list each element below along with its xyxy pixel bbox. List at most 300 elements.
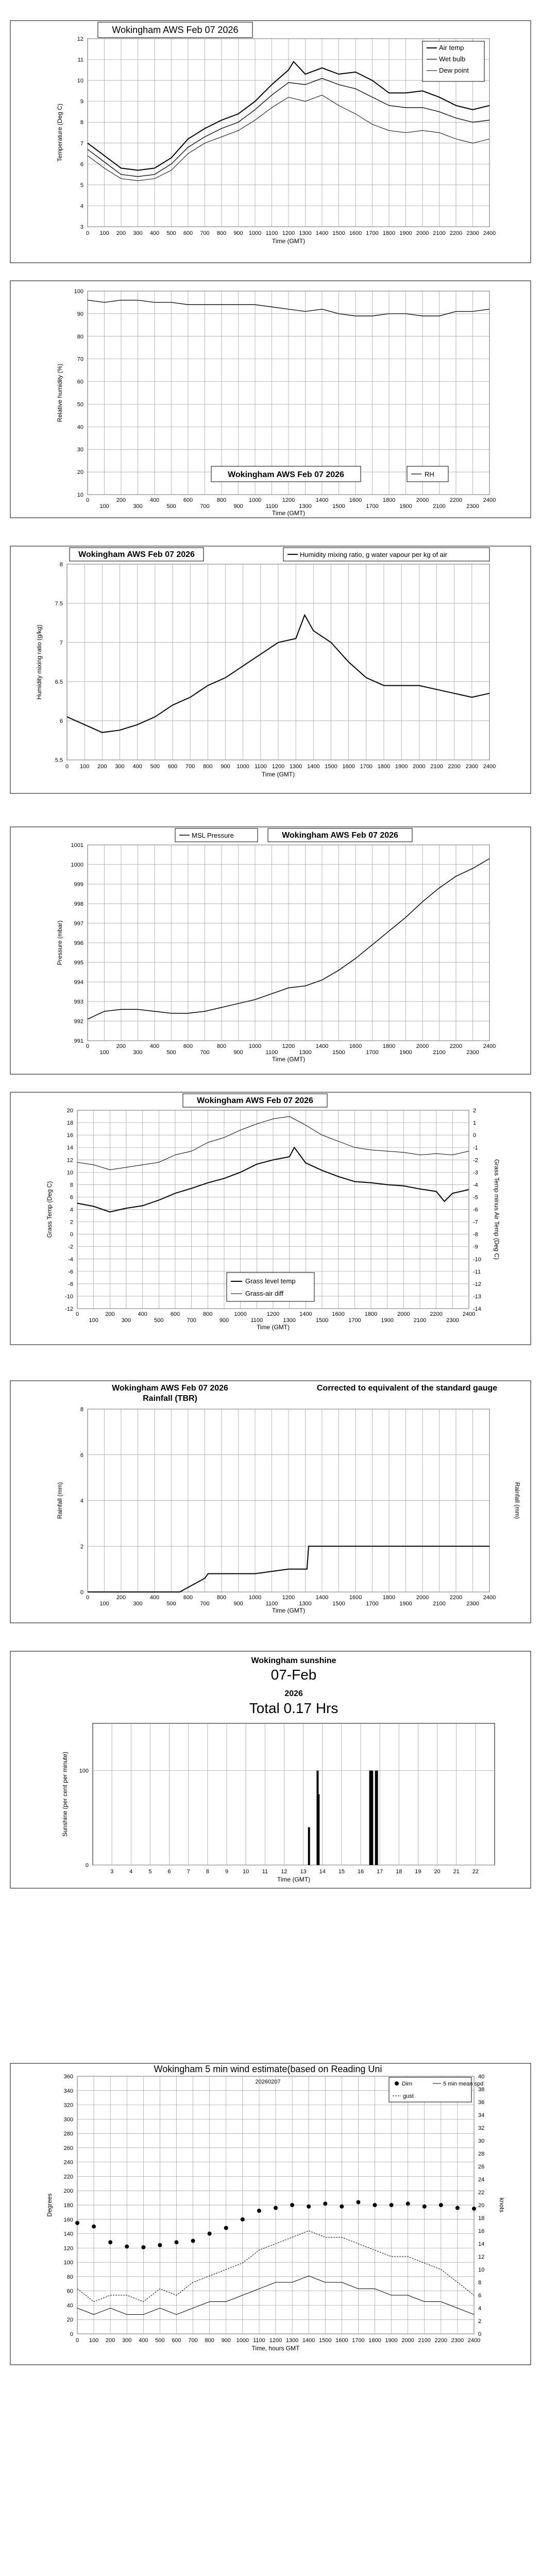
x-tick-label: 2300: [466, 1601, 479, 1607]
wind-direction-point: [340, 2205, 344, 2209]
y2-tick-label: 26: [478, 2164, 485, 2170]
x-tick-label: 1100: [250, 1317, 263, 1324]
x-tick-label: 1000: [248, 497, 262, 503]
chart-title: Wokingham AWS Feb 07 2026: [112, 25, 239, 35]
y2-tick-label: 10: [478, 2267, 485, 2273]
x-tick-label: 300: [122, 2337, 132, 2344]
y-tick-label: 7: [59, 640, 63, 646]
x-tick-label: 2400: [483, 764, 496, 770]
x-tick-label: 1500: [332, 230, 345, 236]
x-tick-label: 2300: [465, 764, 479, 770]
sunshine-chart-svg: [0, 1649, 541, 1891]
x-tick-label: 700: [187, 1317, 196, 1324]
y-tick-label: 993: [74, 999, 83, 1005]
x-tick-label: 1100: [265, 1601, 278, 1607]
x-tick-label: 1500: [319, 2337, 332, 2344]
x-tick-label: 1800: [377, 764, 391, 770]
y2-axis-label: Rainfall (mm): [514, 1482, 521, 1519]
chart-subtitle: 20260207: [255, 2079, 281, 2085]
y2-tick-label: 16: [478, 2228, 485, 2234]
x-tick-label: 1100: [255, 764, 267, 770]
grass-temp-chart: [0, 1090, 541, 1347]
y-tick-label: 100: [74, 289, 83, 295]
y2-tick-label: 8: [478, 2280, 482, 2286]
legend-swatch: [395, 2081, 399, 2086]
x-tick-label: 5: [148, 1869, 152, 1875]
x-tick-label: 2100: [413, 1317, 427, 1324]
x-tick-label: 1400: [302, 2337, 315, 2344]
plot-area: [93, 1723, 495, 1865]
x-tick-label: 1300: [299, 230, 312, 236]
y-tick-label: 100: [63, 2260, 73, 2266]
y-tick-label: 9: [80, 98, 83, 105]
x-tick-label: 2000: [416, 1043, 429, 1049]
x-tick-label: 1400: [315, 1595, 329, 1601]
x-tick-label: 200: [116, 1595, 126, 1601]
y2-axis-label: knots: [498, 2197, 505, 2213]
y2-tick-label: 32: [478, 2125, 485, 2131]
x-tick-label: 16: [357, 1869, 364, 1875]
x-tick-label: 1400: [315, 1043, 329, 1049]
x-tick-label: 1600: [349, 1043, 362, 1049]
wind-direction-point: [439, 2203, 443, 2207]
x-tick-label: 600: [170, 1311, 180, 1317]
y-tick-label: 10: [66, 1170, 73, 1176]
y-tick-label: 2: [80, 1544, 83, 1550]
legend-label: RH: [425, 470, 434, 478]
x-tick-label: 300: [133, 1601, 143, 1607]
y-tick-label: -8: [68, 1281, 73, 1287]
x-tick-label: 1400: [315, 230, 329, 236]
x-tick-label: 1000: [236, 764, 249, 770]
x-tick-label: 1200: [282, 1043, 295, 1049]
wind-chart: [0, 2061, 541, 2370]
x-tick-label: 600: [183, 497, 193, 503]
y-tick-label: 11: [77, 57, 83, 63]
x-tick-label: 3: [110, 1869, 114, 1875]
x-tick-label: 2000: [416, 230, 429, 236]
x-tick-label: 8: [206, 1869, 209, 1875]
x-tick-label: 1900: [399, 1601, 412, 1607]
wind-direction-point: [390, 2203, 394, 2207]
x-tick-label: 1000: [236, 2337, 249, 2344]
y-tick-label: 340: [63, 2088, 73, 2094]
x-tick-label: 15: [338, 1869, 345, 1875]
wind-direction-point: [257, 2209, 261, 2213]
x-tick-label: 800: [216, 497, 227, 503]
y-tick-label: 996: [74, 940, 83, 946]
x-tick-label: 0: [86, 1043, 90, 1049]
y-tick-label: 10: [77, 78, 83, 84]
y2-tick-label: 40: [478, 2074, 485, 2080]
y-tick-label: 991: [74, 1038, 83, 1044]
y2-tick-label: -9: [473, 1244, 478, 1250]
x-tick-label: 1200: [269, 2337, 282, 2344]
x-tick-label: 200: [97, 764, 107, 770]
y2-tick-label: 24: [478, 2177, 485, 2183]
y-tick-label: 3: [80, 224, 83, 230]
x-tick-label: 200: [105, 1311, 115, 1317]
y-axis-label: Pressure (mbar): [56, 920, 63, 965]
x-tick-label: 800: [203, 1311, 213, 1317]
y-tick-label: 0: [80, 1589, 83, 1596]
x-tick-label: 1200: [282, 497, 295, 503]
x-axis-label: Time (GMT): [277, 1876, 311, 1883]
y-tick-label: 6: [59, 718, 63, 724]
y2-tick-label: 34: [478, 2112, 485, 2119]
x-tick-label: 1700: [348, 1317, 361, 1324]
x-tick-label: 0: [86, 497, 90, 503]
x-axis-label: Time (GMT): [256, 1324, 290, 1331]
y-tick-label: 5.5: [55, 757, 63, 764]
x-axis-label: Time, hours GMT: [251, 2345, 300, 2352]
y-tick-label: 8: [70, 1182, 73, 1189]
x-tick-label: 0: [65, 764, 69, 770]
x-tick-label: 1000: [248, 230, 262, 236]
x-tick-label: 2400: [483, 1043, 496, 1049]
x-tick-label: 2200: [448, 764, 461, 770]
y2-tick-label: 38: [478, 2087, 485, 2093]
y2-tick-label: 2: [473, 1108, 477, 1114]
wind-direction-point: [356, 2200, 360, 2204]
x-tick-label: 1900: [395, 764, 408, 770]
x-tick-label: 1500: [332, 1601, 345, 1607]
chart-title: Wokingham AWS Feb 07 2026: [282, 831, 398, 840]
x-tick-label: 400: [138, 1311, 147, 1317]
y-tick-label: 7.5: [55, 601, 63, 607]
y-tick-label: 40: [77, 424, 83, 431]
x-tick-label: 1600: [349, 1595, 362, 1601]
y-tick-label: 30: [77, 447, 83, 453]
x-tick-label: 1000: [248, 1595, 262, 1601]
y-tick-label: 70: [77, 356, 83, 363]
x-tick-label: 1300: [283, 1317, 296, 1324]
x-tick-label: 700: [200, 1049, 210, 1056]
x-axis-label: Time (GMT): [272, 238, 306, 245]
sunshine-chart: [0, 1649, 541, 1891]
y-tick-label: 20: [66, 1108, 73, 1114]
y-tick-label: 240: [63, 2159, 73, 2166]
legend-label: Wet bulb: [439, 55, 466, 63]
x-tick-label: 1400: [315, 497, 329, 503]
x-tick-label: 300: [133, 1049, 143, 1056]
y2-tick-label: 28: [478, 2151, 485, 2157]
y-tick-label: 995: [74, 960, 83, 966]
x-tick-label: 0: [75, 2337, 79, 2344]
x-tick-label: 2100: [433, 230, 446, 236]
y-tick-label: 0: [70, 1231, 73, 1238]
temperature-chart-svg: [0, 18, 541, 265]
wind-direction-point: [158, 2243, 162, 2247]
x-tick-label: 100: [89, 1317, 98, 1324]
x-tick-label: 300: [121, 1317, 131, 1324]
legend-label: gust: [403, 2093, 414, 2099]
x-tick-label: 2100: [418, 2337, 431, 2344]
y-tick-label: 12: [66, 1157, 73, 1164]
x-tick-label: 500: [166, 230, 176, 236]
wind-direction-point: [422, 2205, 427, 2209]
x-tick-label: 200: [116, 230, 126, 236]
x-tick-label: 600: [183, 1595, 193, 1601]
y2-tick-label: 0: [473, 1132, 477, 1139]
x-tick-label: 1100: [253, 2337, 265, 2344]
x-tick-label: 1800: [364, 1311, 378, 1317]
y-tick-label: 80: [66, 2274, 73, 2280]
y-axis-label: Degrees: [46, 2193, 53, 2217]
x-tick-label: 100: [79, 764, 90, 770]
wind-direction-point: [323, 2201, 327, 2206]
x-tick-label: 13: [300, 1869, 307, 1875]
wind-direction-point: [108, 2240, 112, 2244]
y2-tick-label: -14: [473, 1306, 481, 1312]
x-tick-label: 2200: [449, 497, 463, 503]
x-tick-label: 1900: [385, 2337, 398, 2344]
y-tick-label: 300: [63, 2116, 73, 2123]
x-tick-label: 7: [187, 1869, 190, 1875]
y-tick-label: 0: [85, 1862, 89, 1869]
y-tick-label: 160: [63, 2216, 73, 2223]
y2-tick-label: 12: [478, 2254, 485, 2260]
y-tick-label: -12: [65, 1306, 73, 1312]
wind-direction-point: [241, 2217, 245, 2222]
x-tick-label: 12: [281, 1869, 288, 1875]
legend-label: Grass-air diff: [245, 1290, 284, 1297]
y-tick-label: 40: [66, 2302, 73, 2309]
y-tick-label: 14: [66, 1145, 73, 1151]
wind-direction-point: [191, 2239, 195, 2243]
x-tick-label: 100: [99, 1601, 109, 1607]
y2-tick-label: -7: [473, 1219, 478, 1226]
x-tick-label: 300: [133, 503, 143, 510]
x-tick-label: 2400: [467, 2337, 481, 2344]
legend-label: Air temp: [439, 44, 464, 52]
x-tick-label: 1500: [332, 503, 345, 510]
x-tick-label: 18: [396, 1869, 402, 1875]
legend-label: Humidity mixing ratio, g water vapour per kg of air: [300, 551, 448, 558]
y-tick-label: -6: [68, 1268, 73, 1275]
x-tick-label: 400: [149, 1595, 160, 1601]
x-tick-label: 2000: [401, 2337, 414, 2344]
y-tick-label: 6: [80, 161, 83, 168]
chart-total: Total 0.17 Hrs: [249, 1700, 339, 1716]
x-tick-label: 800: [205, 2337, 214, 2344]
y2-tick-label: -2: [473, 1157, 478, 1164]
y-tick-label: 260: [63, 2145, 73, 2151]
x-tick-label: 1200: [282, 1595, 295, 1601]
y2-tick-label: 20: [478, 2202, 485, 2209]
y-axis-label: Rainfall (mm): [56, 1482, 63, 1519]
x-tick-label: 100: [99, 1049, 109, 1056]
x-tick-label: 500: [166, 1049, 176, 1056]
x-tick-label: 1500: [332, 1049, 345, 1056]
x-tick-label: 2200: [449, 230, 463, 236]
x-tick-label: 2100: [433, 1049, 446, 1056]
x-tick-label: 1800: [382, 230, 396, 236]
sunshine-bar: [376, 1771, 378, 1865]
wind-direction-point: [290, 2203, 294, 2207]
y-tick-label: 60: [77, 379, 83, 385]
x-tick-label: 900: [233, 1601, 243, 1607]
pressure-chart: [0, 824, 541, 1077]
x-axis-label: Time (GMT): [272, 1056, 306, 1063]
x-axis-label: Time (GMT): [261, 771, 295, 778]
chart-title: Wokingham sunshine: [251, 1656, 336, 1665]
y-tick-label: 10: [77, 492, 83, 498]
y-tick-label: 8: [80, 120, 83, 126]
y-axis-label: Humidity mixing ratio (g/kg): [36, 624, 43, 700]
y-tick-label: 220: [63, 2174, 73, 2180]
x-tick-label: 1200: [282, 230, 295, 236]
x-tick-label: 1400: [299, 1311, 312, 1317]
y-tick-label: 992: [74, 1019, 83, 1025]
x-tick-label: 100: [99, 230, 109, 236]
x-tick-label: 2300: [446, 1317, 459, 1324]
y-axis-label: Sunshine (per cent per minute): [61, 1752, 69, 1837]
x-tick-label: 500: [166, 503, 176, 510]
x-tick-label: 2100: [433, 1601, 446, 1607]
x-tick-label: 1600: [332, 1311, 345, 1317]
x-tick-label: 2000: [397, 1311, 410, 1317]
x-tick-label: 2300: [466, 1049, 479, 1056]
y-tick-label: -2: [68, 1244, 73, 1250]
y2-tick-label: -1: [473, 1145, 478, 1151]
x-tick-label: 1300: [299, 1049, 312, 1056]
x-tick-label: 200: [116, 497, 126, 503]
x-tick-label: 800: [203, 764, 213, 770]
x-tick-label: 2400: [462, 1311, 476, 1317]
wind-direction-point: [75, 2221, 79, 2225]
y2-tick-label: 36: [478, 2099, 485, 2106]
wind-chart-svg: [0, 2061, 541, 2370]
y-tick-label: 5: [80, 182, 83, 189]
x-tick-label: 1000: [234, 1311, 247, 1317]
y-tick-label: 120: [63, 2245, 73, 2252]
wind-direction-point: [274, 2206, 278, 2210]
y2-tick-label: 6: [478, 2293, 482, 2299]
x-tick-label: 11: [262, 1869, 268, 1875]
x-tick-label: 17: [377, 1869, 383, 1875]
x-tick-label: 300: [133, 230, 143, 236]
y-tick-label: 200: [63, 2188, 73, 2195]
x-tick-label: 1600: [342, 764, 355, 770]
x-tick-label: 1700: [352, 2337, 365, 2344]
y-tick-label: 2: [70, 1219, 73, 1226]
y2-tick-label: 18: [478, 2215, 485, 2222]
y-tick-label: 6: [70, 1194, 73, 1201]
x-tick-label: 2300: [466, 230, 479, 236]
wind-direction-point: [406, 2201, 410, 2206]
y-tick-label: 0: [70, 2331, 73, 2337]
y-tick-label: 4: [70, 1207, 73, 1213]
mixing-ratio-chart: [0, 544, 541, 796]
rainfall-chart-svg: [0, 1378, 541, 1625]
chart-subtitle: Rainfall (TBR): [143, 1394, 197, 1403]
x-tick-label: 2300: [466, 503, 479, 510]
y2-tick-label: -3: [473, 1170, 478, 1176]
x-tick-label: 500: [166, 1601, 176, 1607]
x-tick-label: 1800: [382, 1595, 396, 1601]
x-tick-label: 700: [200, 503, 210, 510]
wind-direction-point: [175, 2240, 179, 2244]
wind-direction-point: [92, 2225, 96, 2229]
x-tick-label: 1300: [289, 764, 302, 770]
x-tick-label: 1700: [366, 1049, 379, 1056]
x-tick-label: 1500: [325, 764, 337, 770]
x-tick-label: 400: [149, 497, 160, 503]
x-tick-label: 400: [132, 764, 142, 770]
x-tick-label: 800: [216, 1595, 227, 1601]
chart-title: Wokingham AWS Feb 07 2026: [112, 1384, 228, 1393]
y2-tick-label: 14: [478, 2241, 485, 2247]
x-tick-label: 800: [216, 1043, 227, 1049]
x-tick-label: 700: [188, 2337, 198, 2344]
legend-label: Dew point: [439, 66, 469, 74]
chart-title: Wokingham AWS Feb 07 2026: [78, 550, 195, 559]
y-tick-label: 998: [74, 901, 83, 907]
x-tick-label: 0: [75, 1311, 79, 1317]
x-tick-label: 1800: [382, 1043, 396, 1049]
chart-title: Wokingham 5 min wind estimate(based on Reading Uni: [154, 2064, 382, 2074]
x-tick-label: 700: [185, 764, 195, 770]
x-tick-label: 900: [233, 230, 243, 236]
x-tick-label: 1300: [299, 1601, 312, 1607]
wind-direction-point: [125, 2245, 129, 2249]
wind-direction-point: [455, 2206, 460, 2210]
y-tick-label: 6.5: [55, 679, 63, 685]
y2-tick-label: 2: [478, 2318, 482, 2325]
wind-direction-point: [373, 2203, 377, 2207]
sunshine-bar: [308, 1827, 310, 1865]
y-tick-label: 20: [77, 469, 83, 476]
x-tick-label: 4: [129, 1869, 133, 1875]
chart-year: 2026: [284, 1689, 303, 1698]
x-tick-label: 900: [233, 503, 243, 510]
y-tick-label: 18: [66, 1120, 73, 1127]
y-tick-label: 4: [80, 1498, 83, 1504]
y-tick-label: 180: [63, 2202, 73, 2209]
legend-label: Grass level temp: [245, 1277, 296, 1285]
y2-tick-label: -10: [473, 1256, 481, 1263]
x-tick-label: 2000: [413, 764, 426, 770]
chart-title: Wokingham AWS Feb 07 2026: [197, 1096, 313, 1105]
legend-label: MSL Pressure: [192, 832, 234, 839]
y-tick-label: -4: [68, 1256, 73, 1263]
x-tick-label: 1700: [360, 764, 373, 770]
y2-tick-label: -8: [473, 1231, 478, 1238]
x-tick-label: 9: [225, 1869, 229, 1875]
x-tick-label: 2200: [430, 1311, 443, 1317]
x-tick-label: 1900: [399, 503, 412, 510]
x-tick-label: 700: [200, 230, 210, 236]
y-tick-label: 360: [63, 2074, 73, 2080]
x-tick-label: 1700: [366, 503, 379, 510]
x-tick-label: 200: [116, 1043, 126, 1049]
wind-direction-point: [307, 2205, 311, 2209]
x-tick-label: 2000: [416, 1595, 429, 1601]
x-tick-label: 2200: [434, 2337, 448, 2344]
y-tick-label: 20: [66, 2317, 73, 2324]
pressure-chart-svg: [0, 824, 541, 1077]
wind-direction-point: [141, 2245, 145, 2249]
x-tick-label: 1600: [349, 497, 362, 503]
x-tick-label: 1400: [307, 764, 320, 770]
x-tick-label: 2000: [416, 497, 429, 503]
y-tick-label: 80: [77, 333, 83, 340]
chart-annotation: Corrected to equivalent of the standard gauge: [316, 1384, 498, 1393]
sunshine-bar: [317, 1794, 319, 1866]
y-tick-label: 90: [77, 311, 83, 317]
legend-label: Dirn: [402, 2081, 413, 2087]
